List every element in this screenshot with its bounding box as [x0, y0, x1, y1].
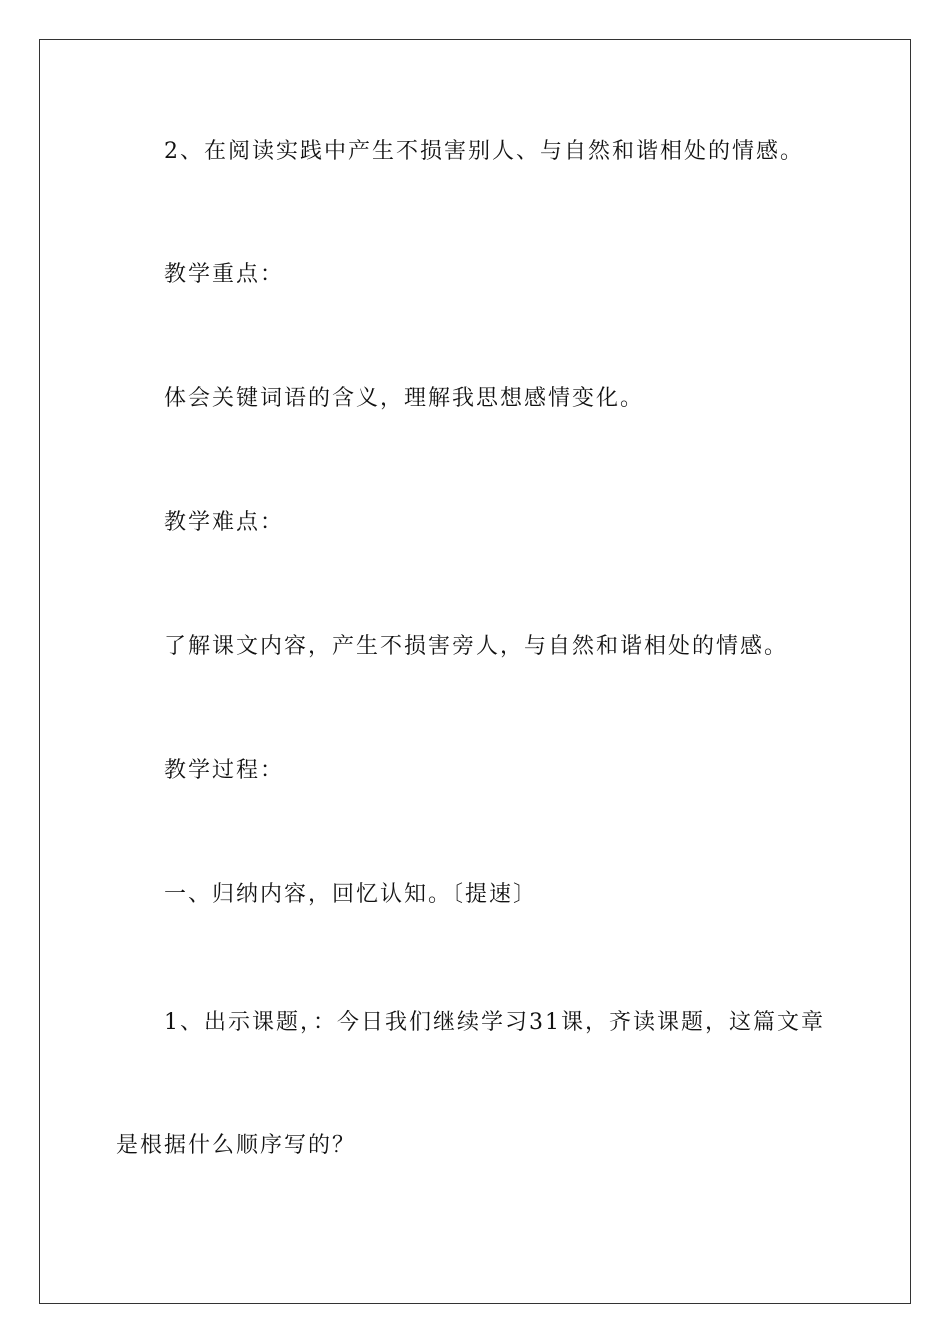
- teaching-difficulty-heading: 教学难点：: [164, 510, 285, 535]
- step-1-continuation: 是根据什么顺序写的？: [116, 1133, 357, 1158]
- page-border: [39, 39, 911, 1304]
- step-1-paragraph: 1、出示课题，：今日我们继续学习31课，齐读课题，这篇文章: [164, 1010, 825, 1035]
- section-1-heading: 一、归纳内容，回忆认知。〔提速〕: [164, 882, 538, 907]
- teaching-focus-text: 体会关键词语的含义，理解我思想感情变化。: [164, 386, 645, 411]
- teaching-process-heading: 教学过程：: [164, 758, 285, 783]
- teaching-focus-heading: 教学重点：: [164, 262, 285, 287]
- objective-2-paragraph: 2、在阅读实践中产生不损害别人、与自然和谐相处的情感。: [164, 139, 804, 164]
- teaching-difficulty-text: 了解课文内容，产生不损害旁人，与自然和谐相处的情感。: [164, 634, 789, 659]
